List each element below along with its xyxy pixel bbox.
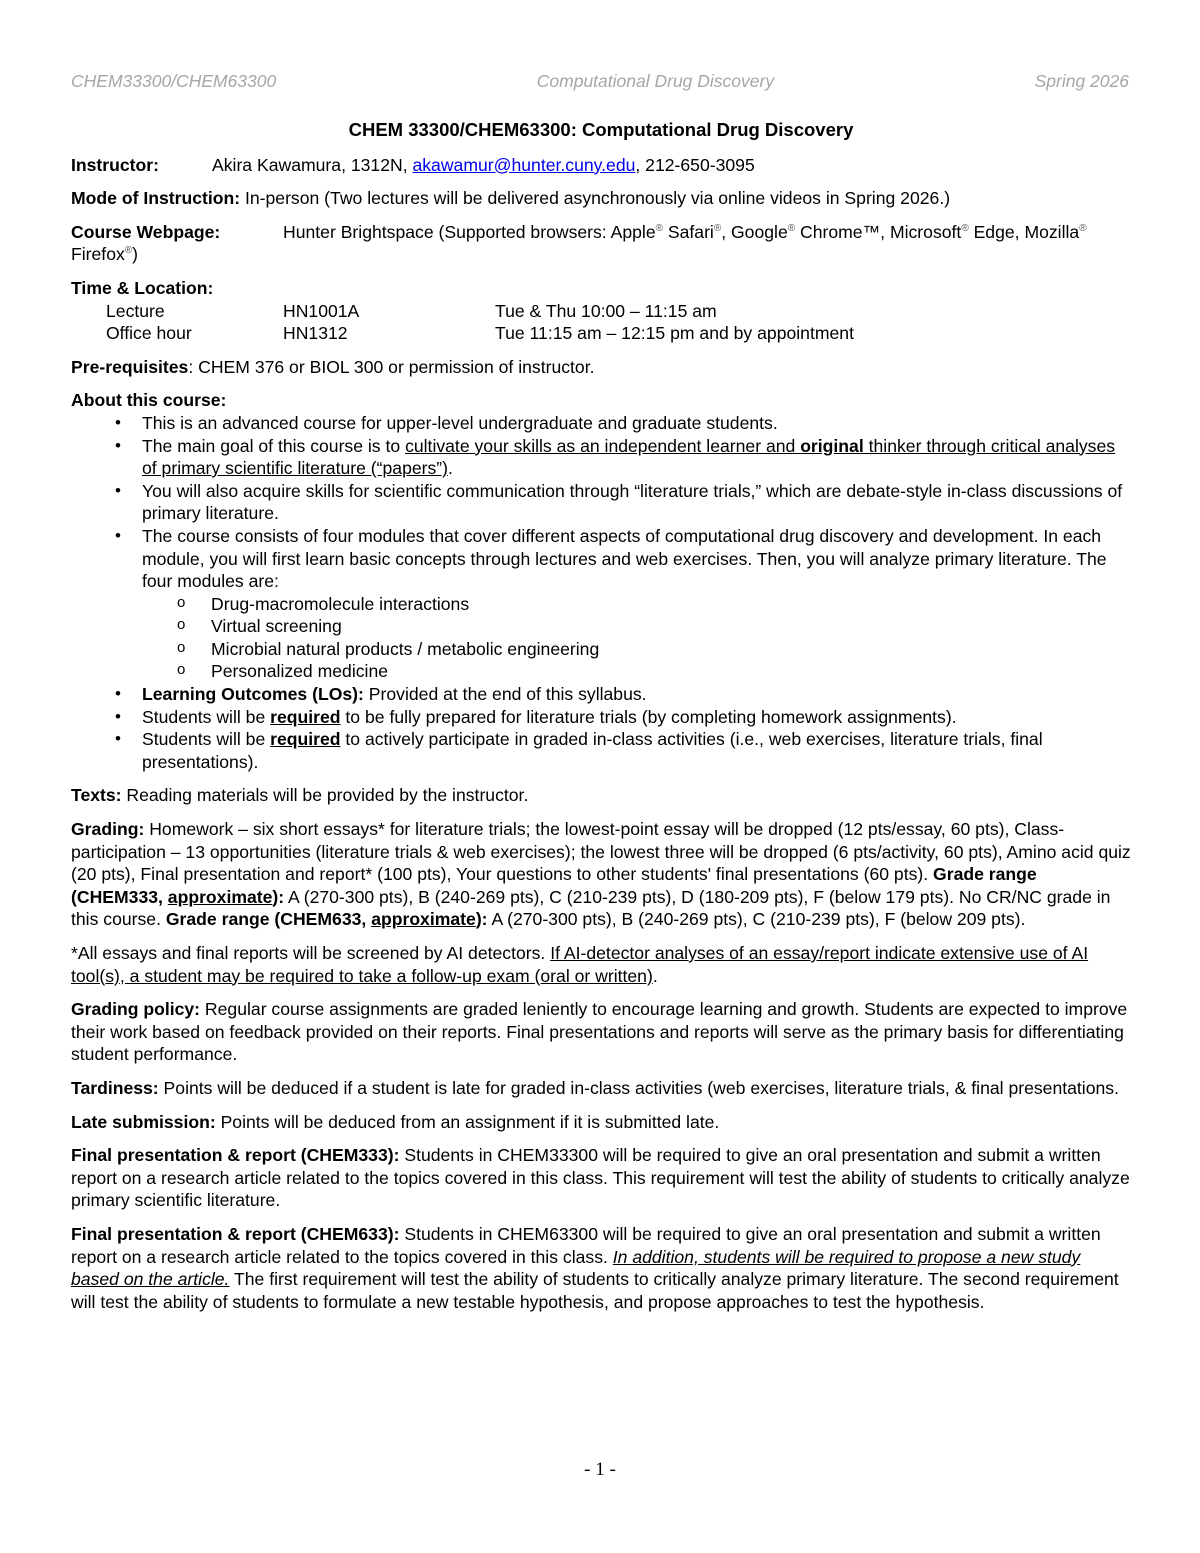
list-item bbox=[71, 525, 1131, 683]
texts-section bbox=[71, 784, 1131, 807]
grade-range-text: ): bbox=[475, 909, 488, 930]
grade-range-text: Grade range (CHEM633, bbox=[165, 909, 372, 930]
final-633-label: Final presentation & report (CHEM633): bbox=[71, 1223, 400, 1244]
registered-mark: ® bbox=[787, 222, 796, 234]
document-body bbox=[71, 119, 1131, 1324]
webpage-text: , Google bbox=[721, 221, 788, 242]
ai-detector-note bbox=[71, 942, 1131, 987]
ai-note-text: . bbox=[652, 965, 658, 986]
grading-label: Grading: bbox=[71, 819, 145, 840]
header-course-name: Computational Drug Discovery bbox=[536, 71, 775, 91]
texts-label: Texts: bbox=[71, 785, 122, 806]
webpage-text: Chrome™, Microsoft bbox=[795, 221, 962, 242]
item-text: Provided at the end of this syllabus. bbox=[363, 684, 647, 705]
grading-policy-label: Grading policy: bbox=[71, 999, 201, 1020]
schedule-type: Office hour bbox=[106, 323, 192, 344]
item-text: to be fully prepared for literature trials (by completing homework assignments). bbox=[340, 706, 957, 727]
item-text: to actively participate in graded in-class activities (i.e., web exercises, literature trials, final presentations). bbox=[142, 729, 1043, 772]
list-item bbox=[71, 683, 1131, 706]
grading-policy-section bbox=[71, 998, 1131, 1066]
final-333-label: Final presentation & report (CHEM333): bbox=[71, 1145, 400, 1166]
tardiness-label: Tardiness: bbox=[71, 1077, 159, 1098]
module-item: o Drug-macromolecule interactions bbox=[142, 593, 1131, 616]
late-submission-section bbox=[71, 1111, 1131, 1134]
final-633-section bbox=[71, 1223, 1131, 1313]
registered-mark: ® bbox=[713, 222, 722, 234]
instructor-email-link[interactable]: akawamur@hunter.cuny.edu bbox=[412, 154, 636, 175]
item-text: thinker through critical analyses of primary scientific literature (“papers”) bbox=[142, 435, 1116, 479]
about-label bbox=[71, 389, 1131, 412]
registered-mark: ® bbox=[1079, 222, 1087, 234]
grading-text: Homework – six short essays* for literature trials; the lowest-point essay will be dropped (12 pts/essay, 60 pts), Class-participation – 13 opportunities (literature trials & web exercises); the lowest three will be dropped (6 pts/activity, 60 pts), Amino acid quiz (20 pts), Final presentation and report* (100 pts), Your questions to other students' final presentations (60 pts). bbox=[71, 819, 1131, 885]
time-location-section bbox=[71, 277, 1131, 345]
webpage-text: ) bbox=[132, 244, 139, 265]
ai-note-warning: If AI-detector analyses of an essay/report indicate extensive use of AI tool(s), a student may be required to take a follow-up exam (oral or written) bbox=[71, 943, 1089, 986]
time-location-label: Time & Location: bbox=[71, 277, 214, 298]
page-number: - 1 - bbox=[584, 1459, 616, 1480]
webpage-text: Safari bbox=[662, 221, 714, 242]
texts-text: Reading materials will be provided by the instructor. bbox=[121, 785, 529, 806]
schedule-type: Lecture bbox=[106, 300, 165, 321]
module-item: o Virtual screening bbox=[142, 615, 1131, 638]
running-header bbox=[71, 70, 1129, 93]
webpage-label: Course Webpage: bbox=[71, 221, 221, 242]
document-title: CHEM 33300/CHEM63300: Computational Drug Discovery bbox=[348, 119, 854, 140]
instructor-name: Akira Kawamura, 1312N, bbox=[212, 154, 413, 175]
learning-outcomes-label: Learning Outcomes (LOs): bbox=[142, 684, 364, 705]
final-333-section bbox=[71, 1144, 1131, 1212]
approximate-emphasis: approximate bbox=[167, 886, 273, 907]
required-emphasis: required bbox=[270, 729, 341, 750]
item-text: The main goal of this course is to bbox=[142, 435, 406, 456]
prerequisites bbox=[71, 356, 1131, 379]
list-item bbox=[71, 435, 1131, 480]
webpage-text: Edge, Mozilla bbox=[968, 221, 1080, 242]
mode-label: Mode of Instruction: bbox=[71, 188, 241, 209]
registered-mark: ® bbox=[961, 222, 969, 234]
course-webpage bbox=[71, 221, 1131, 266]
module-item: o Personalized medicine bbox=[142, 660, 1131, 683]
about-section bbox=[71, 389, 1131, 773]
header-course-code: CHEM33300/CHEM63300 bbox=[71, 71, 277, 91]
module-item: o Microbial natural products / metabolic engineering bbox=[142, 638, 1131, 661]
late-submission-text: Points will be deduced from an assignment if it is submitted late. bbox=[215, 1111, 720, 1132]
grade-range-333-values: A (270-300 pts), B (240-269 pts), C (210-239 pts), D (180-209 pts), F (below 179 pts). No CR/NC grade in this course. bbox=[71, 886, 1111, 930]
item-text: cultivate your skills as an independent learner and bbox=[405, 435, 801, 456]
final-633-text: The first requirement will test the ability of students to critically analyze primary literature. The second requirement will test the ability of students to formulate a new testable hypothesis, and propose approaches to test the hypothesis. bbox=[71, 1269, 1119, 1312]
item-text: Students will be bbox=[142, 706, 271, 727]
final-633-emphasis: In addition, students will be required to propose a new study based on the article. bbox=[71, 1246, 1081, 1290]
grade-range-633-values: A (270-300 pts), B (240-269 pts), C (210-239 pts), F (below 209 pts). bbox=[487, 909, 1026, 930]
list-item bbox=[71, 706, 1131, 729]
grade-range-text: Grade range (CHEM333, bbox=[71, 864, 1037, 907]
registered-mark: ® bbox=[655, 222, 663, 234]
prereq-colon: : bbox=[188, 356, 194, 377]
schedule-time: Tue & Thu 10:00 – 11:15 am bbox=[495, 300, 717, 321]
grading-section bbox=[71, 818, 1131, 931]
grade-range-633-label bbox=[166, 909, 488, 929]
about-heading: About this course: bbox=[71, 390, 227, 411]
list-item bbox=[71, 728, 1131, 773]
about-list bbox=[71, 412, 1131, 774]
schedule-room: HN1001A bbox=[283, 300, 360, 321]
instructor-line bbox=[71, 154, 1131, 177]
instructor-phone: , 212-650-3095 bbox=[635, 154, 755, 175]
schedule-time: Tue 11:15 am – 12:15 pm and by appointment bbox=[495, 323, 854, 344]
list-item: • You will also acquire skills for scientific communication through “literature trials,” which are debate-style in-class discussions of primary literature. bbox=[71, 480, 1131, 525]
ai-note-text: *All essays and final reports will be screened by AI detectors. bbox=[71, 943, 551, 963]
item-text: . bbox=[448, 458, 453, 479]
tardiness-text: Points will be deduced if a student is late for graded in-class activities (web exercises, literature trials, & final presentations. bbox=[158, 1077, 1119, 1098]
item-text: The course consists of four modules that cover different aspects of computational drug discovery and development. In each module, you will first learn basic concepts through lectures and web exercises. Then, you will analyze primary literature. The four modules are: bbox=[142, 525, 1107, 592]
schedule-row bbox=[71, 322, 1131, 345]
grading-policy-text: Regular course assignments are graded leniently to encourage learning and growth. Students are expected to improve their work based on feedback provided on their reports. Final presentations and reports will serve as the primary basis for differentiating student performance. bbox=[71, 999, 1128, 1065]
grade-range-text: ): bbox=[272, 886, 285, 907]
prereq-label: Pre-requisites bbox=[71, 356, 189, 377]
header-term: Spring 2026 bbox=[1034, 71, 1129, 91]
instructor-info bbox=[212, 154, 755, 177]
registered-mark: ® bbox=[124, 245, 133, 257]
schedule-row bbox=[71, 300, 1131, 323]
schedule-room: HN1312 bbox=[283, 323, 348, 344]
prereq-text: CHEM 376 or BIOL 300 or permission of instructor. bbox=[193, 356, 595, 377]
mode-of-instruction bbox=[71, 187, 1131, 210]
approximate-emphasis: approximate bbox=[371, 909, 476, 930]
mode-text: In-person (Two lectures will be delivered asynchronously via online videos in Spring 2026.) bbox=[240, 188, 951, 209]
final-633-text: Students in CHEM63300 will be required to give an oral presentation and submit a written report on a research article related to the topics covered in this class. bbox=[71, 1223, 1101, 1267]
webpage-text: Hunter Brightspace (Supported browsers: Apple bbox=[283, 221, 656, 242]
required-emphasis: required bbox=[270, 706, 341, 727]
late-submission-label: Late submission: bbox=[71, 1111, 216, 1132]
instructor-label: Instructor: bbox=[71, 154, 159, 175]
final-333-text: Students in CHEM33300 will be required to give an oral presentation and submit a written report on a research article related to the topics covered in this class. This requirement will test the ability of students to critically analyze primary scientific literature. bbox=[71, 1145, 1130, 1211]
item-text: Students will be bbox=[142, 729, 271, 750]
list-item: • This is an advanced course for upper-level undergraduate and graduate students. bbox=[71, 412, 1131, 435]
modules-list bbox=[142, 593, 1131, 683]
emphasis-original: original bbox=[800, 435, 864, 456]
webpage-text: Firefox bbox=[71, 244, 125, 265]
tardiness-section bbox=[71, 1077, 1131, 1100]
